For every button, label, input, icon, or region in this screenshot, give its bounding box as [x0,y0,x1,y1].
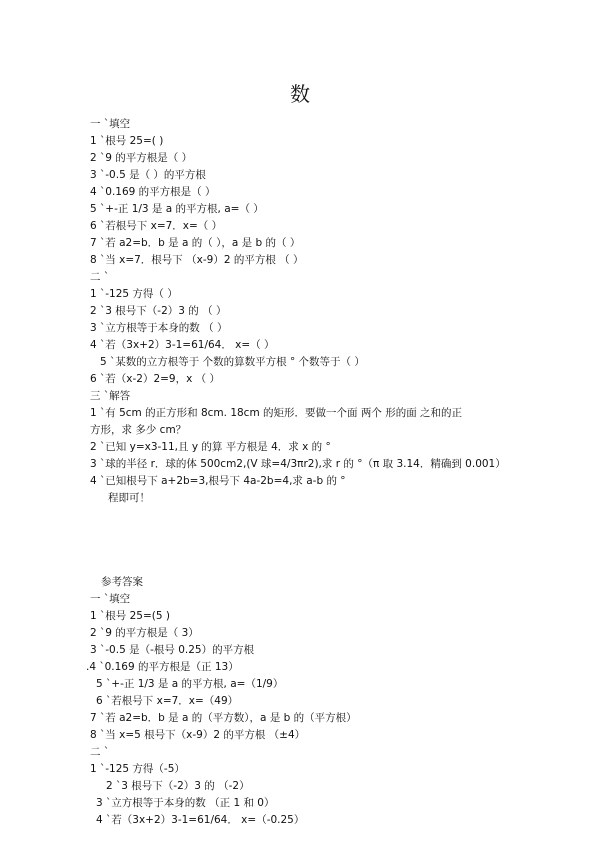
question-line: 2 `9 的平方根是（ ） [90,152,193,164]
section-heading-two: 二 ` [90,746,110,758]
section-heading-solve: 三 `解答 [90,390,131,402]
question-line: 3 `立方根等于本身的数 （ ） [90,322,228,334]
answer-line: 8 `当 x=5 根号下（x-9）2 的平方根 （±4） [90,729,306,741]
question-line: 5 `+-正 1/3 是 a 的平方根, a=（ ） [90,203,264,215]
question-line: 7 `若 a2=b．b 是 a 的（ ），a 是 b 的（ ） [90,237,301,249]
question-line: 3 `球的半径 r．球的体 500cm2,(V 球=4/3πr2),求 r 的 °（π 取 3.14．精确到 0.001） [90,458,506,470]
question-line: 4 `已知根号下 a+2b=3,根号下 4a-2b=4,求 a-b 的 ° [90,475,346,487]
question-line: 5 `某数的立方根等于 个数的算数平方根 ° 个数等于（ ） [100,356,365,368]
answer-line: 3 `-0.5 是（-根号 0.25）的平方根 [90,644,255,656]
answer-line: 2 `3 根号下（-2）3 的 （-2） [106,780,250,792]
section-heading-fill-blank: 一 `填空 [90,593,131,605]
answer-line: 4 `若（3x+2）3-1=61/64． x=（-0.25） [96,814,305,826]
answer-line: 3 `立方根等于本身的数 （正 1 和 0） [96,797,275,809]
question-line: 6 `若（x-2）2=9，x （ ） [90,373,220,385]
answers-heading: 参考答案 [101,576,143,588]
question-line: 1 `有 5cm 的正方形和 8cm. 18cm 的矩形．要做一个面 两个 形的面 之和的正 [90,407,463,419]
question-line: 2 `已知 y=x3-11,且 y 的算 平方根是 4．求 x 的 ° [90,441,331,453]
answer-line: 6 `若根号下 x=7．x=（49） [96,695,239,707]
question-line: 3 `-0.5 是（ ）的平方根 [90,169,206,181]
answer-line: .4 `0.169 的平方根是（正 13） [86,661,239,673]
question-line: 方形，求 多少 cm？ [90,424,187,436]
question-line: 8 `当 x=7．根号下 （x-9）2 的平方根 （ ） [90,254,304,266]
answer-line: 2 `9 的平方根是（ 3） [90,627,199,639]
question-line: 程即可！ [108,492,150,504]
question-line: 4 `0.169 的平方根是（ ） [90,186,216,198]
page-title: 数 [290,82,310,106]
question-line: 4 `若（3x+2）3-1=61/64． x=（ ） [90,339,275,351]
answer-line: 1 `-125 方得（-5） [90,763,185,775]
question-line: 2 `3 根号下（-2）3 的 （ ） [90,305,227,317]
answer-line: 5 `+-正 1/3 是 a 的平方根, a=（1/9） [96,678,284,690]
question-line: 1 `-125 方得（ ） [90,288,178,300]
answer-line: 7 `若 a2=b．b 是 a 的（平方数），a 是 b 的（平方根） [90,712,357,724]
question-line: 6 `若根号下 x=7．x=（ ） [90,220,223,232]
answer-line: 1 `根号 25=(5 ) [90,610,170,622]
section-heading-two: 二 ` [90,271,110,283]
question-line: 1 `根号 25=( ) [90,135,164,147]
section-heading-fill-blank: 一 `填空 [90,118,131,130]
